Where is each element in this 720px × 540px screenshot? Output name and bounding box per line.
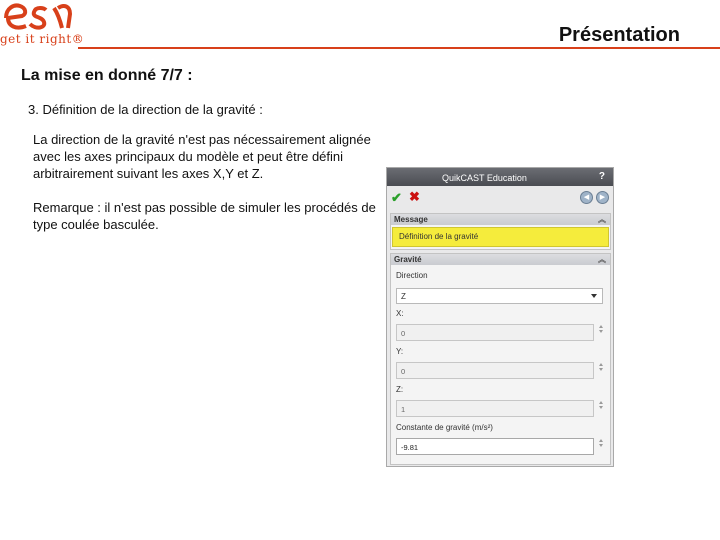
header-divider bbox=[78, 47, 720, 49]
z-label: Z: bbox=[396, 385, 404, 394]
chevron-down-icon bbox=[591, 294, 597, 298]
collapse-icon[interactable]: ︽ bbox=[598, 215, 606, 224]
header-title: Présentation bbox=[558, 24, 680, 46]
help-icon[interactable]: ? bbox=[598, 171, 605, 182]
y-label: Y: bbox=[396, 347, 404, 356]
body-paragraph-2: Remarque : il n'est pas possible de simuler les procédés de type coulée basculée. bbox=[33, 200, 376, 232]
esi-logo bbox=[0, 0, 85, 50]
x-field-value: 0 bbox=[401, 329, 406, 338]
x-spinner[interactable] bbox=[597, 324, 604, 339]
z-field-value: 1 bbox=[401, 405, 406, 414]
direction-label: Direction bbox=[396, 271, 428, 280]
direction-select[interactable] bbox=[396, 288, 603, 304]
gravity-group-header[interactable] bbox=[391, 254, 610, 265]
x-field[interactable] bbox=[396, 324, 594, 341]
gravity-group bbox=[390, 253, 611, 465]
panel-titlebar bbox=[387, 168, 613, 186]
y-spinner[interactable] bbox=[597, 362, 604, 377]
gravity-constant-value: -9.81 bbox=[401, 443, 419, 452]
panel-toolbar bbox=[387, 186, 613, 208]
panel-title: QuikCAST Education bbox=[442, 173, 527, 183]
message-box bbox=[392, 227, 609, 247]
direction-select-value: Z bbox=[401, 292, 406, 301]
tagline: get it right® bbox=[0, 32, 85, 46]
z-spinner[interactable] bbox=[597, 400, 604, 415]
forward-arrow-icon[interactable]: ▶ bbox=[596, 191, 609, 204]
y-field[interactable] bbox=[396, 362, 594, 379]
gravity-constant-spinner[interactable] bbox=[597, 438, 604, 453]
x-icon[interactable]: ✖ bbox=[409, 189, 420, 204]
message-group-title: Message bbox=[394, 215, 428, 224]
z-field[interactable] bbox=[396, 400, 594, 417]
body-paragraph-1: La direction de la gravité n'est pas nécessairement alignée avec les axes principaux du modèle et peut être défini arbitrairement suivant les axes X,Y et Z. bbox=[33, 132, 371, 181]
y-field-value: 0 bbox=[401, 367, 406, 376]
slide-title: La mise en donné 7/7 : bbox=[21, 67, 193, 84]
message-group bbox=[390, 213, 611, 250]
esi-logo-mark bbox=[2, 0, 74, 34]
back-arrow-icon[interactable]: ◀ bbox=[580, 191, 593, 204]
gravity-group-title: Gravité bbox=[394, 255, 422, 264]
collapse-icon[interactable]: ︽ bbox=[598, 255, 606, 264]
message-text: Définition de la gravité bbox=[399, 232, 479, 241]
quikcast-panel bbox=[386, 167, 614, 467]
x-label: X: bbox=[396, 309, 404, 318]
section-heading: 3. Définition de la direction de la gravité : bbox=[28, 102, 263, 117]
message-group-header[interactable] bbox=[391, 214, 610, 225]
gravity-constant-field[interactable] bbox=[396, 438, 594, 455]
gravity-constant-label: Constante de gravité (m/s²) bbox=[396, 423, 493, 432]
checkmark-icon[interactable]: ✔ bbox=[391, 190, 402, 205]
